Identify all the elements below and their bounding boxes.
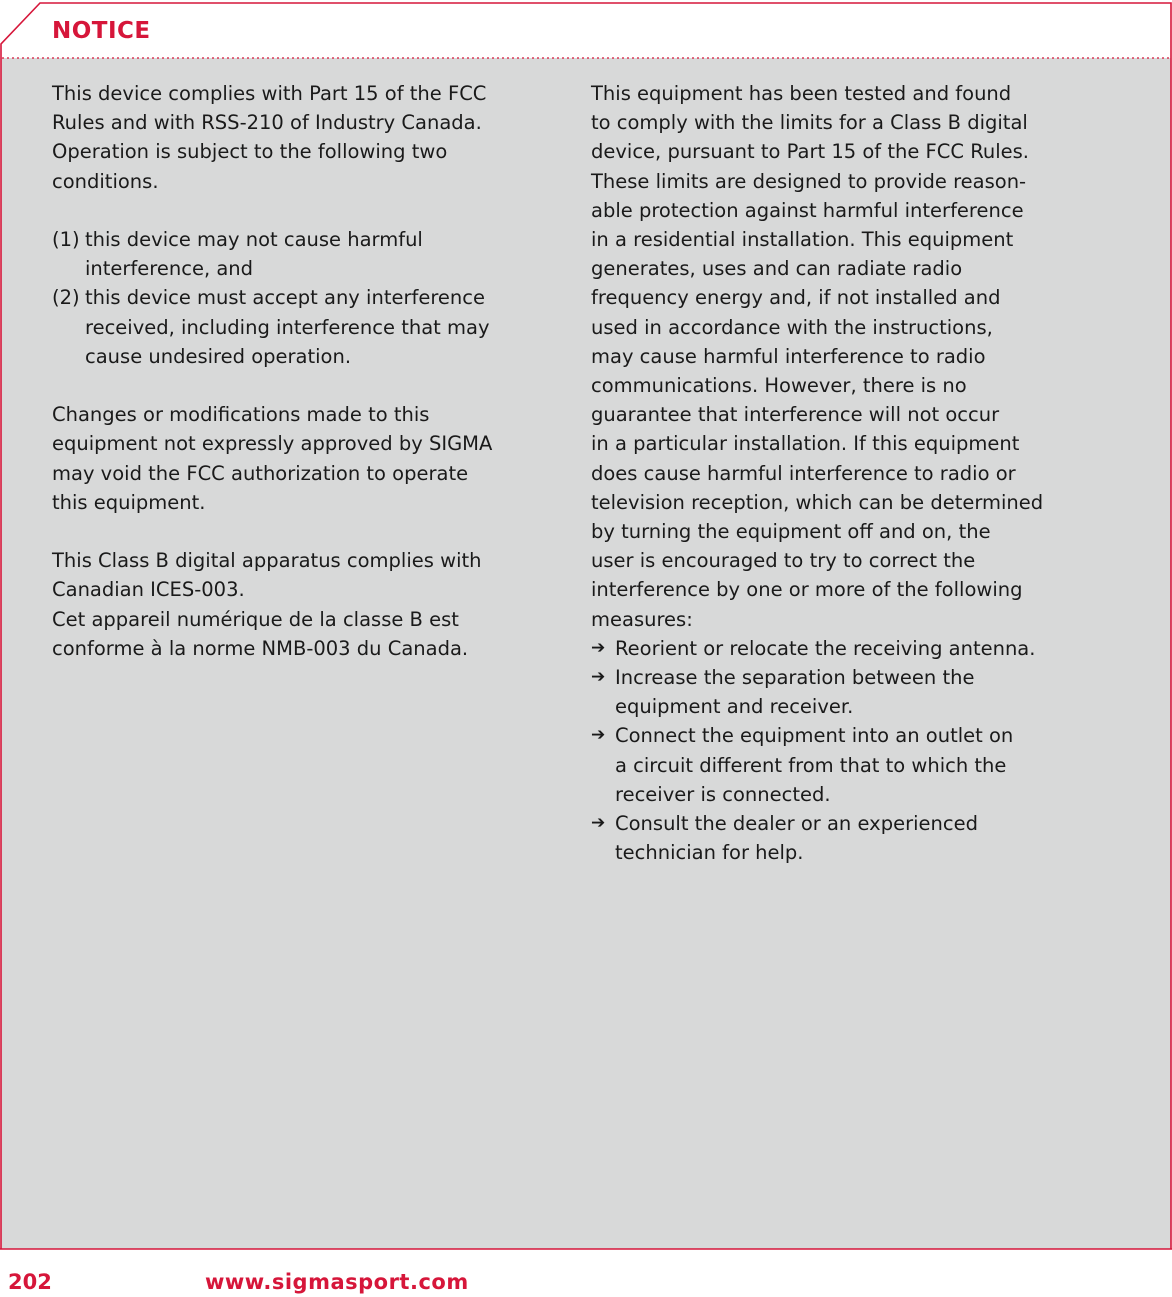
right-column (591, 79, 1066, 867)
compliance-intro: This device complies with Part 15 of the FCC Rules and with RSS-210 of Industry Canada. Operation is subject to the following two conditions. (52, 82, 487, 193)
website-url: www.sigmasport.com (205, 1270, 469, 1294)
measure-item (591, 721, 1066, 809)
measure-text: Connect the equipment into an outlet on a circuit different from that to which the receiver is connected. (615, 724, 1014, 806)
arrow-right-icon: ➔ (591, 667, 606, 688)
arrow-right-icon: ➔ (591, 725, 606, 746)
measure-text: Consult the dealer or an experienced technician for help. (615, 812, 978, 865)
condition-number: (1) (52, 228, 80, 251)
condition-item (52, 283, 522, 371)
page-title: NOTICE (52, 18, 151, 44)
measure-item (591, 634, 1066, 663)
condition-text: this device must accept any interference received, including interference that may cause undesired operation. (85, 286, 490, 368)
condition-item (52, 225, 522, 283)
class-b-statement-english: This Class B digital apparatus complies with Canadian ICES-003. (52, 549, 482, 602)
arrow-right-icon: ➔ (591, 813, 606, 834)
page-number: 202 (8, 1270, 52, 1294)
condition-number: (2) (52, 286, 80, 310)
measure-text: Reorient or relocate the receiving antenna. (615, 636, 1036, 660)
arrow-right-icon: ➔ (591, 637, 606, 658)
measure-item (591, 809, 1066, 867)
fcc-statement: This equipment has been tested and found to comply with the limits for a Class B digital device, pursuant to Part 15 of the FCC Rules. These limits are designed to provide reason- able protection against harmful interference in a residential installation. This equipment generates, uses and can radiate radio frequency energy and, if not installed and used in accordance with the instructions, may cause harmful interference to radio communications. However, there is no guarantee that interference will not occur in a particular installation. If this equipment does cause harmful interference to radio or television reception, which can be determined by turning the equipment off and on, the user is encouraged to try to correct the interference by one or more of the following measures: (591, 82, 1044, 631)
measure-item (591, 663, 1066, 721)
condition-text: this device may not cause harmful interference, and (85, 228, 423, 281)
left-column (52, 79, 522, 663)
modifications-warning: Changes or modifications made to this equipment not expressly approved by SIGMA may void the FCC authorization to operate this equipment. (52, 403, 493, 514)
measure-text: Increase the separation between the equipment and receiver. (615, 666, 975, 719)
class-b-statement-french: Cet appareil numérique de la classe B est conforme à la norme NMB-003 du Canada. (52, 607, 469, 660)
